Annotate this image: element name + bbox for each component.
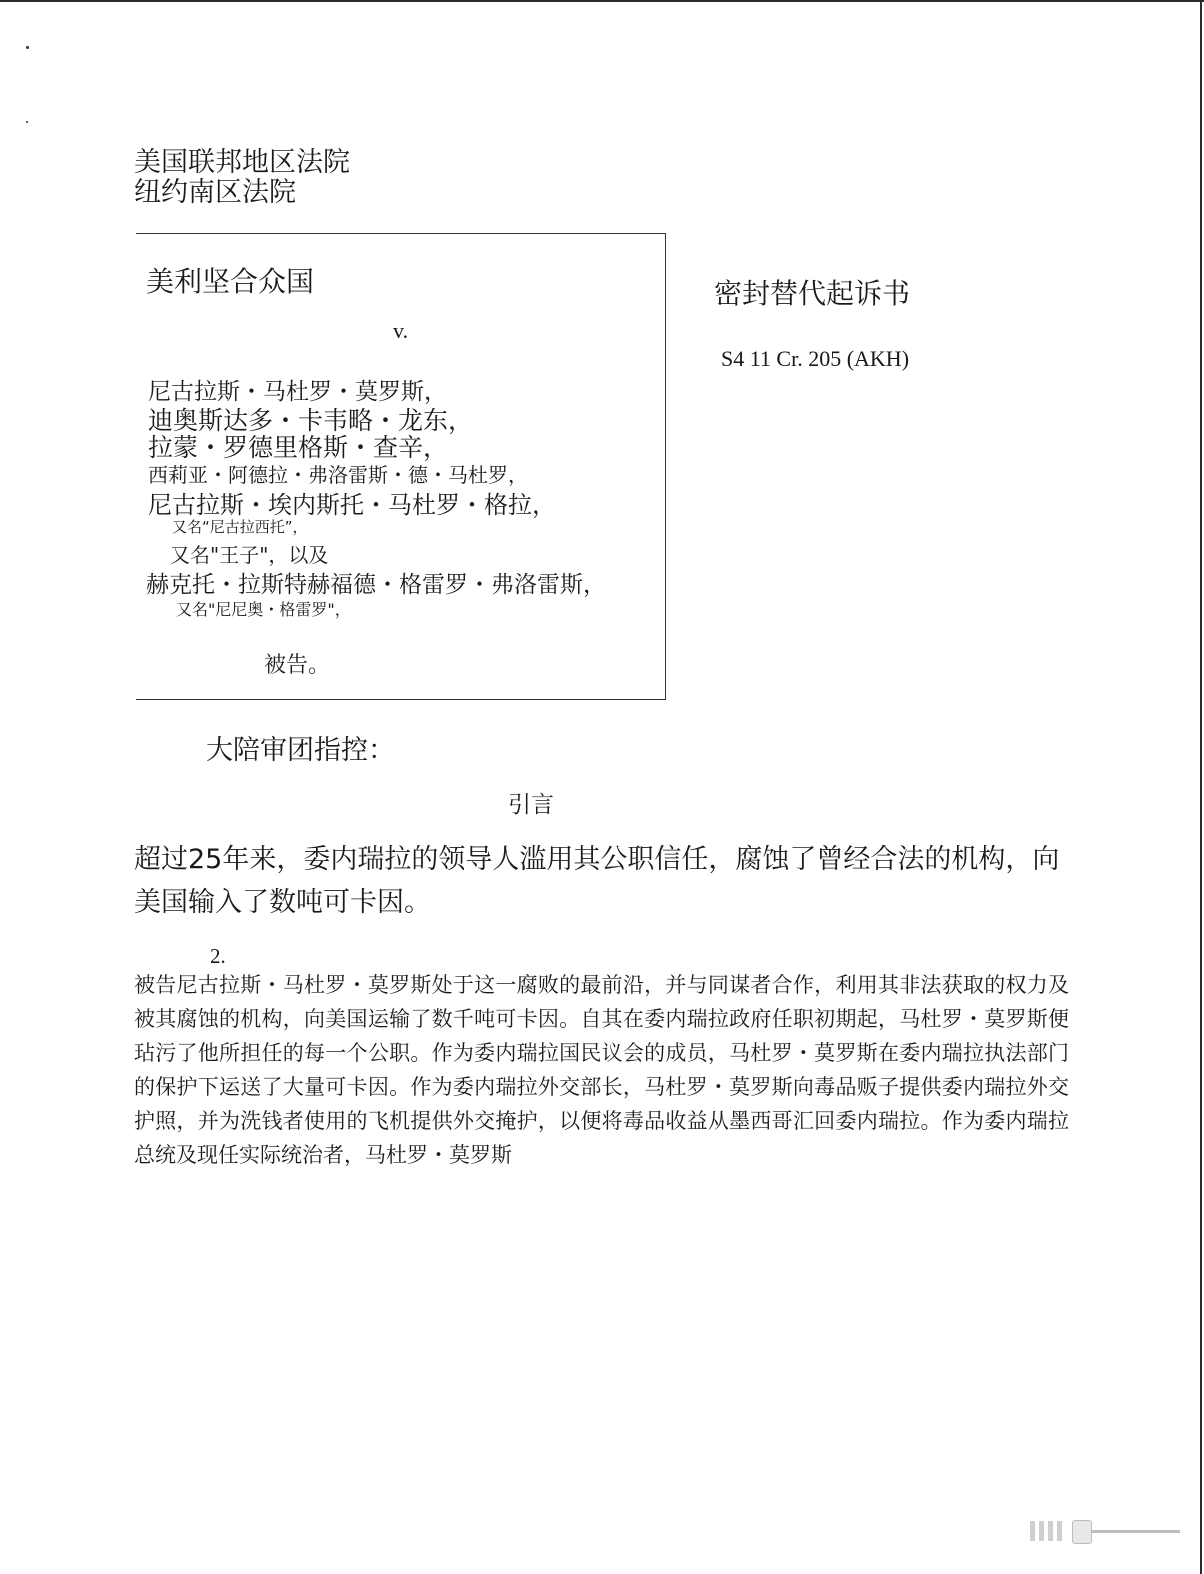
slider-tick — [1057, 1521, 1062, 1541]
court-name-line2: 纽约南区法院 — [134, 177, 296, 208]
defendant-name: 尼古拉斯・马杜罗・莫罗斯， — [148, 379, 447, 405]
slider-tick — [1030, 1521, 1035, 1541]
scan-speck — [26, 46, 29, 49]
right-border — [1200, 0, 1202, 1574]
paragraph-2: 被告尼古拉斯・马杜罗・莫罗斯处于这一腐败的最前沿，并与同谋者合作，利用其非法获取的权力及被其腐蚀的机构，向美国运输了数千吨可卡因。自其在委内瑞拉政府任职初期起，马杜罗・莫罗斯便玷污了他所担任的每一个公职。作为委内瑞拉国民议会的成员，马杜罗・莫罗斯在委内瑞拉执法部门的保护下运送了大量可卡因。作为委内瑞拉外交部长，马杜罗・莫罗斯向毒品贩子提供委内瑞拉外交护照，并为洗钱者使用的飞机提供外交掩护，以便将毒品收益从墨西哥汇回委内瑞拉。作为委内瑞拉总统及现任实际统治者，马杜罗・莫罗斯 — [134, 973, 1069, 1167]
slider-tick — [1048, 1521, 1053, 1541]
defendants-label: 被告。 — [264, 653, 331, 678]
defendant-name: 西莉亚・阿德拉・弗洛雷斯・德・马杜罗， — [148, 463, 528, 487]
versus-label: v. — [393, 318, 409, 343]
top-border — [0, 0, 1204, 2]
scan-speck — [26, 121, 28, 123]
paragraph-number: 2. — [210, 944, 226, 968]
defendant-name: 尼古拉斯・埃内斯托・马杜罗・格拉， — [148, 491, 556, 519]
defendant-name: 迪奥斯达多・卡韦略・龙东， — [148, 406, 474, 435]
page-scroll-slider[interactable] — [1030, 1520, 1180, 1542]
document-title: 密封替代起诉书 — [714, 277, 911, 310]
defendant-name: 赫克托・拉斯特赫福德・格雷罗・弗洛雷斯， — [146, 572, 606, 598]
court-name-line1: 美国联邦地区法院 — [134, 147, 350, 178]
slider-track — [1092, 1530, 1180, 1533]
section-heading: 引言 — [508, 792, 554, 818]
case-number: S4 11 Cr. 205 (AKH) — [721, 346, 910, 371]
slider-handle[interactable] — [1072, 1520, 1092, 1544]
slider-tick — [1039, 1521, 1044, 1541]
defendant-alias: 又名"王子"，以及 — [170, 543, 329, 567]
court-header — [134, 148, 350, 208]
plaintiff-name: 美利坚合众国 — [146, 265, 315, 298]
defendant-alias: 又名"尼尼奥・格雷罗"， — [176, 600, 351, 619]
paragraph-1: 超过25年来，委内瑞拉的领导人滥用其公职信任，腐蚀了曾经合法的机构，向美国输入了数吨可卡因。 — [134, 844, 1060, 918]
grand-jury-charge: 大陪审团指控： — [206, 735, 395, 766]
defendant-alias: 又名“尼古拉西托”， — [172, 518, 308, 536]
defendant-name: 拉蒙・罗德里格斯・查辛， — [148, 433, 449, 462]
